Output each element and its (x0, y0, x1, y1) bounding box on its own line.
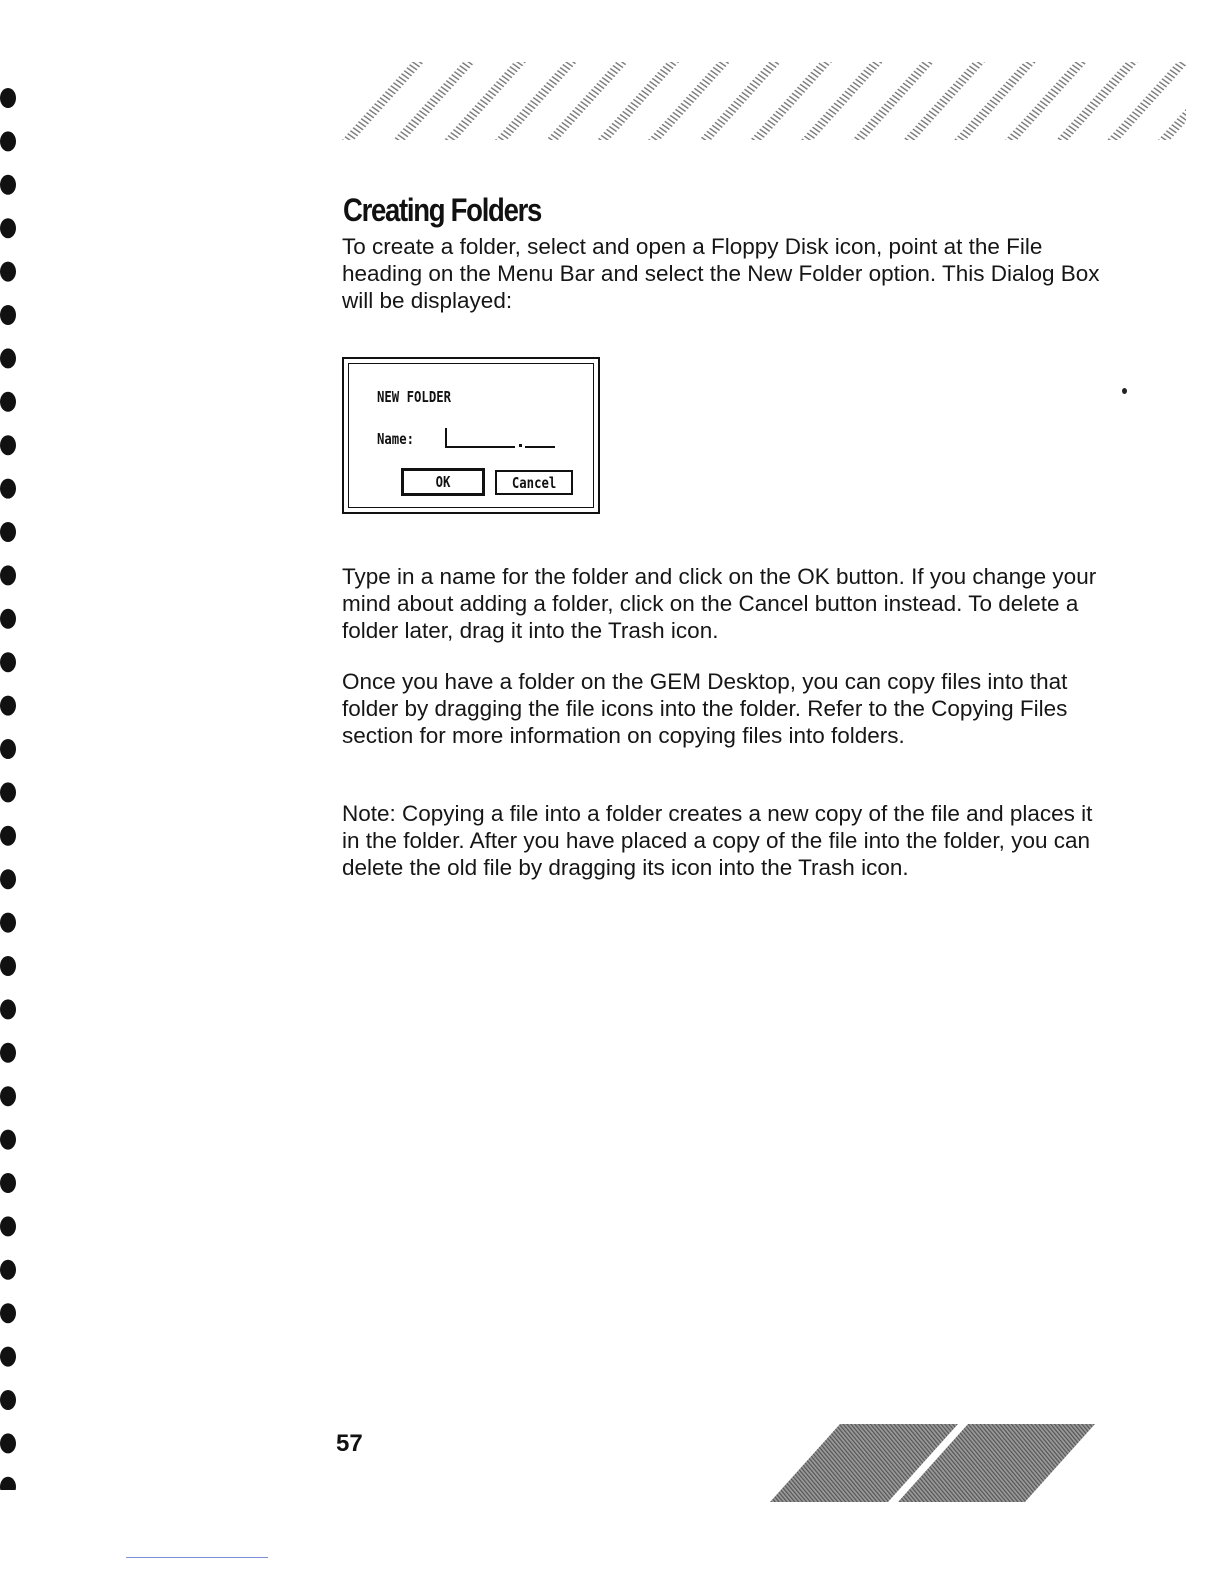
binding-hole (0, 1433, 16, 1453)
extension-dot (519, 444, 522, 447)
binding-hole (0, 1173, 16, 1193)
binding-hole (0, 1390, 16, 1410)
note-paragraph: Note: Copying a file into a folder creates a new copy of the file and places it in the folder. After you have placed a copy of the file into the folder, you can delete the old file by dragging its icon into the Trash icon. (342, 801, 1093, 880)
copy-files-paragraph: Once you have a folder on the GEM Desktop, you can copy files into that folder by dragging the file icons into the folder. Refer to the Copying Files section for more information on copying files into folders. (342, 669, 1068, 748)
binding-hole (0, 1347, 16, 1367)
name-label: Name: (377, 430, 415, 448)
binding-hole (0, 348, 16, 368)
footer-rule (126, 1557, 268, 1558)
binding-hole (0, 1043, 16, 1063)
binding-hole (0, 696, 16, 716)
dialog-title: NEW FOLDER (377, 388, 452, 406)
binding-hole (0, 739, 16, 759)
header-hatch-banner (336, 58, 1186, 142)
type-name-paragraph: Type in a name for the folder and click on the OK button. If you change your mind about adding a folder, click on the Cancel button instead. To delete a folder later, drag it into the Trash icon. (342, 564, 1097, 643)
binding-hole (0, 1216, 16, 1236)
dialog-inner-frame (348, 363, 594, 508)
page-title: Creating Folders (343, 192, 542, 228)
binding-hole (0, 1086, 16, 1106)
binding-hole (0, 826, 16, 846)
extension-underline (525, 446, 555, 448)
binding-hole (0, 522, 16, 542)
binding-hole (0, 782, 16, 802)
page-number: 57 (336, 1430, 363, 1457)
binding-hole (0, 175, 16, 195)
footer-hatch-mark (770, 1422, 1095, 1504)
folder-name-input[interactable] (445, 428, 555, 448)
text-cursor (445, 428, 447, 448)
binding-hole (0, 1260, 16, 1280)
binding-hole (0, 305, 16, 325)
cancel-button-label: Cancel (511, 473, 557, 492)
new-folder-dialog (342, 357, 600, 514)
binding-hole (0, 869, 16, 889)
binding-hole (0, 218, 16, 238)
binding-hole (0, 956, 16, 976)
spiral-binding (0, 80, 20, 1490)
name-underline (445, 446, 515, 448)
speck-mark (1122, 388, 1127, 394)
binding-hole (0, 392, 16, 412)
binding-hole (0, 652, 16, 672)
binding-hole (0, 1477, 16, 1490)
binding-hole (0, 479, 16, 499)
binding-hole (0, 435, 16, 455)
ok-button[interactable] (401, 468, 485, 496)
binding-hole (0, 609, 16, 629)
binding-hole (0, 1303, 16, 1323)
binding-hole (0, 999, 16, 1019)
binding-hole (0, 913, 16, 933)
binding-hole (0, 88, 16, 108)
cancel-button[interactable] (495, 470, 573, 495)
binding-hole (0, 131, 16, 151)
ok-button-label: OK (435, 473, 451, 491)
intro-paragraph: To create a folder, select and open a Floppy Disk icon, point at the File heading on the Menu Bar and select the New Folder option. This Dialog Box will be displayed: (342, 234, 1100, 313)
binding-hole (0, 565, 16, 585)
binding-hole (0, 1130, 16, 1150)
binding-hole (0, 262, 16, 282)
